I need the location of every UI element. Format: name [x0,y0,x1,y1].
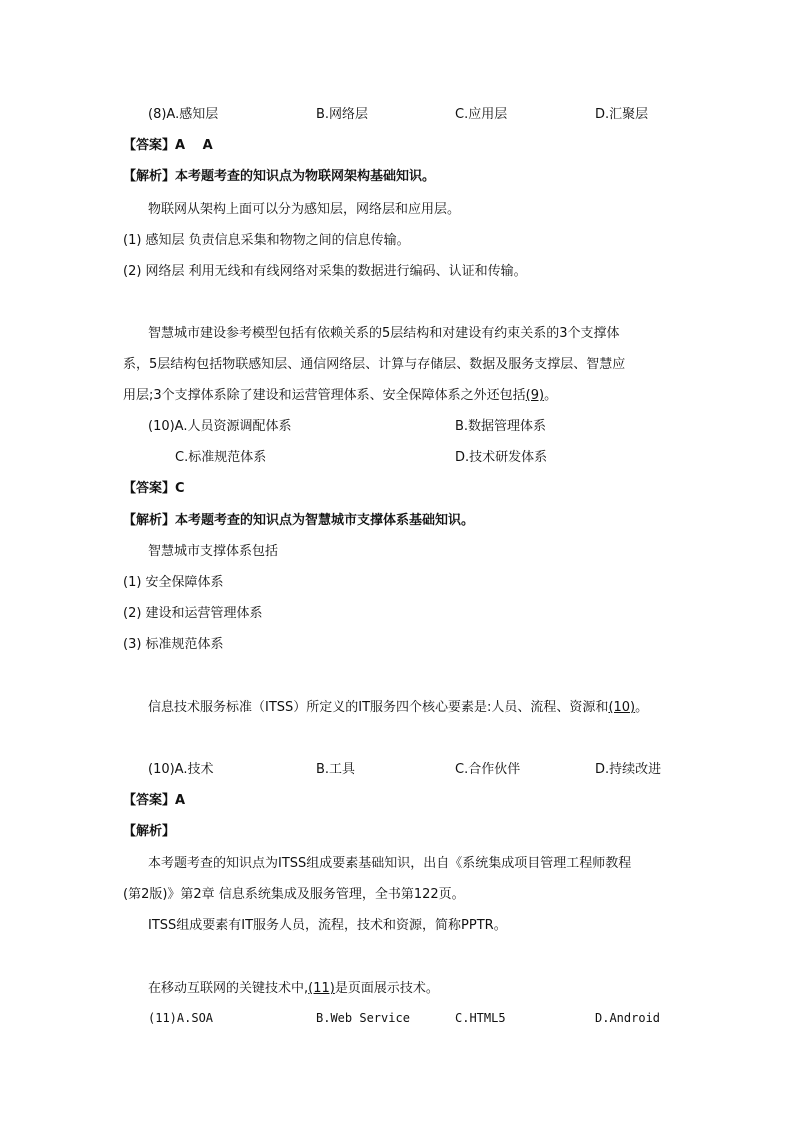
analysis-line: (2) 网络层 利用无线和有线网络对采集的数据进行编码、认证和传输。 [123,264,527,279]
question-stem [123,384,557,403]
option-a: (11)A.SOA [148,1011,214,1025]
analysis-line: 物联网从架构上面可以分为感知层，网络层和应用层。 [148,202,461,217]
answer-blank: (10) [608,700,636,715]
option-c: C.标准规范体系 [175,450,267,465]
option-b: B.工具 [316,762,356,777]
stem-text: 是页面展示技术。 [334,981,439,996]
answer-label: 【答案】A A [123,138,213,153]
analysis-label: 【解析】 [123,824,176,839]
stem-end: 。 [635,700,649,715]
option-a: (8)A.感知层 [148,107,219,122]
option-d: D.持续改进 [595,762,662,777]
analysis-line: ITSS组成要素有IT服务人员，流程，技术和资源，简称PPTR。 [148,918,507,933]
stem-text: 信息技术服务标准（ITSS）所定义的IT服务四个核心要素是:人员、流程、资源和 [148,700,609,715]
analysis-line: (第2版)》第2章 信息系统集成及服务管理，全书第122页。 [123,887,465,902]
analysis-line: 智慧城市支撑体系包括 [148,544,279,559]
answer-blank: (11) [308,981,335,996]
stem-end: 。 [544,388,558,403]
analysis-line: 本考题考查的知识点为ITSS组成要素基础知识，出自《系统集成项目管理工程师教程 [148,856,632,871]
option-b: B.数据管理体系 [455,419,547,434]
option-c: C.应用层 [455,107,508,122]
analysis-label: 【解析】本考题考查的知识点为物联网架构基础知识。 [123,169,436,184]
question-stem [148,696,648,715]
option-d: D.汇聚层 [595,107,649,122]
analysis-line: (1) 感知层 负责信息采集和物物之间的信息传输。 [123,233,410,248]
analysis-line: (1) 安全保障体系 [123,575,224,590]
analysis-label: 【解析】本考题考查的知识点为智慧城市支撑体系基础知识。 [123,513,475,528]
option-c: C.HTML5 [455,1011,506,1025]
option-b: B.Web Service [316,1011,410,1025]
question-stem: 系，5层结构包括物联感知层、通信网络层、计算与存储层、数据及服务支撑层、智慧应 [123,357,626,372]
question-stem [148,977,439,996]
option-b: B.网络层 [316,107,369,122]
stem-text: 用层;3个支撑体系除了建设和运营管理体系、安全保障体系之外还包括 [123,388,526,403]
option-d: D.Android [595,1011,661,1025]
analysis-line: (2) 建设和运营管理体系 [123,606,263,621]
analysis-line: (3) 标准规范体系 [123,637,224,652]
option-a: (10)A.人员资源调配体系 [148,419,292,434]
option-a: (10)A.技术 [148,762,214,777]
answer-blank: (9) [525,388,545,403]
answer-label: 【答案】C [123,481,185,496]
option-d: D.技术研发体系 [455,450,548,465]
option-c: C.合作伙伴 [455,762,521,777]
question-stem: 智慧城市建设参考模型包括有依赖关系的5层结构和对建设有约束关系的3个支撑体 [148,326,620,341]
answer-label: 【答案】A [123,793,186,808]
stem-text: 在移动互联网的关键技术中, [148,981,309,996]
